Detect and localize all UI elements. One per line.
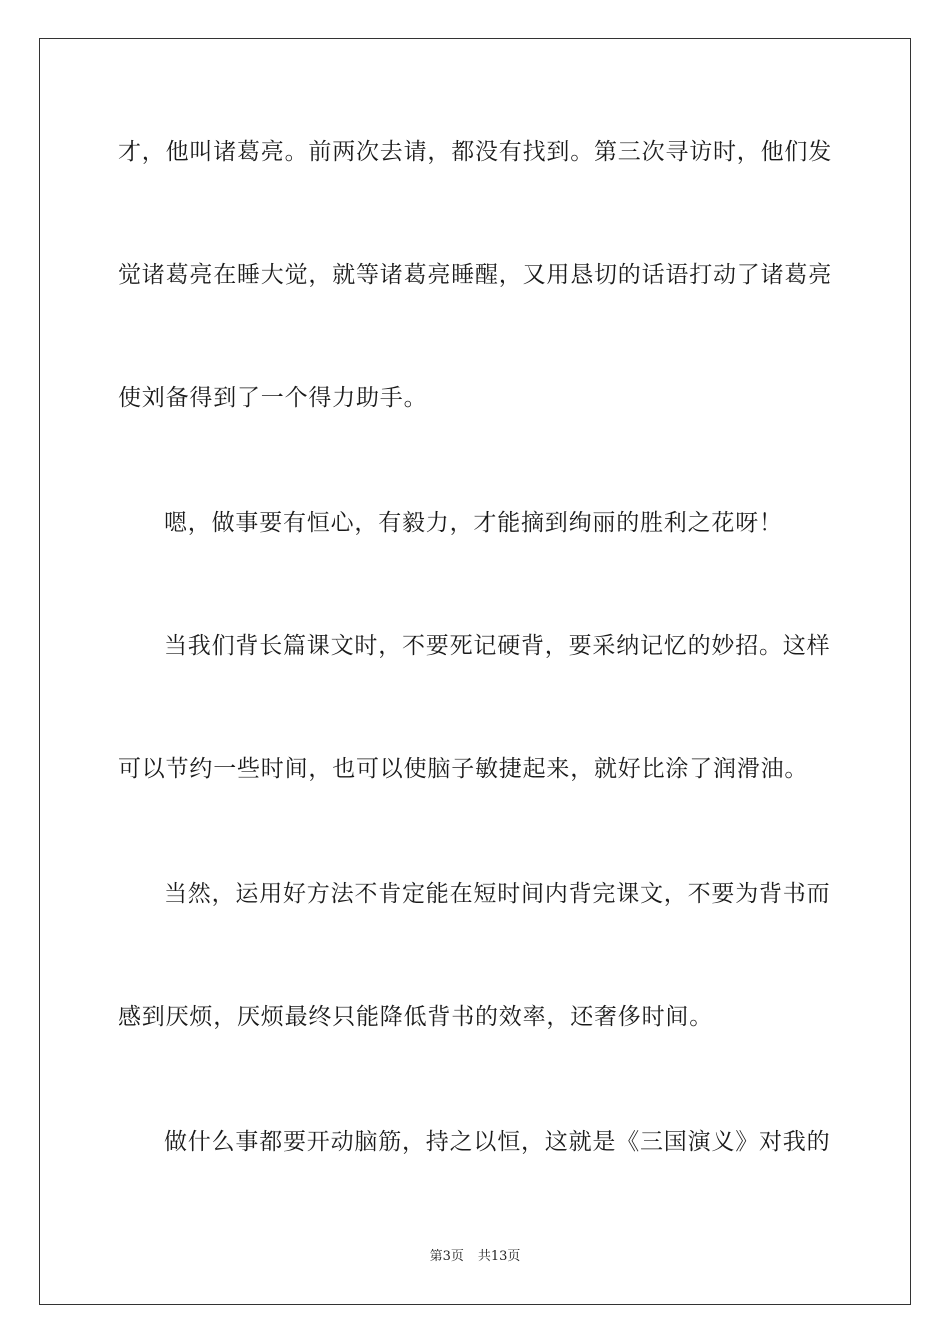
text-line-6: 可以节约一些时间，也可以使脑子敏捷起来，就好比涂了润滑油。: [118, 756, 809, 782]
text-line-8: 感到厌烦，厌烦最终只能降低背书的效率，还奢侈时间。: [118, 1004, 713, 1030]
page-number: 第3页: [429, 1249, 464, 1264]
text-line-1: 才，他叫诸葛亮。前两次去请，都没有找到。第三次寻访时，他们发: [118, 139, 832, 165]
text-line-7: 当然，运用好方法不肯定能在短时间内背完课文，不要为背书而: [164, 881, 831, 907]
page-footer: [0, 1248, 950, 1266]
page-total: 共13页: [477, 1249, 521, 1264]
text-line-9: 做什么事都要开动脑筋，持之以恒，这就是《三国演义》对我的: [164, 1129, 831, 1155]
page-border: [39, 38, 911, 1305]
text-line-5: 当我们背长篇课文时，不要死记硬背，要采纳记忆的妙招。这样: [164, 633, 831, 659]
text-line-4: 嗯，做事要有恒心，有毅力，才能摘到绚丽的胜利之花呀！: [164, 510, 783, 536]
text-line-3: 使刘备得到了一个得力助手。: [118, 385, 428, 411]
text-line-2: 觉诸葛亮在睡大觉，就等诸葛亮睡醒，又用恳切的话语打动了诸葛亮: [118, 262, 832, 288]
